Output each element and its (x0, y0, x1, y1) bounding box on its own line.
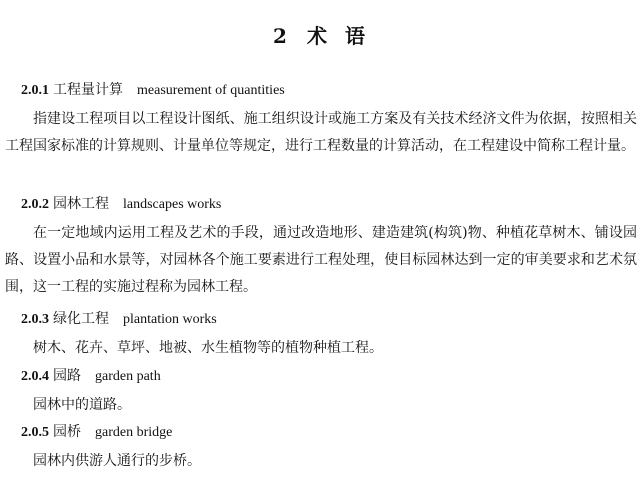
chapter-title-char-2: 语 (344, 24, 367, 48)
term-chinese-name: 工程量计算 (53, 82, 123, 98)
term-description-2-0-5: 园林内供游人通行的步桥。 (33, 453, 201, 469)
term-chinese-name: 园桥 (53, 424, 81, 440)
term-chinese-name: 园路 (53, 368, 81, 384)
term-code: 2.0.3 (21, 312, 49, 327)
term-english-name: landscapes works (123, 197, 222, 212)
term-heading-2-0-3 (21, 309, 217, 330)
term-chinese-name: 绿化工程 (53, 311, 109, 327)
term-english-name: plantation works (123, 312, 217, 327)
term-heading-2-0-1 (21, 80, 285, 101)
term-english-name: garden bridge (95, 425, 173, 440)
term-code: 2.0.5 (21, 425, 49, 440)
term-heading-2-0-5 (21, 422, 172, 443)
term-code: 2.0.2 (21, 197, 49, 212)
term-english-name: garden path (95, 369, 161, 384)
chapter-number: 2 (273, 24, 289, 48)
term-code: 2.0.1 (21, 83, 49, 98)
term-chinese-name: 园林工程 (53, 196, 109, 212)
term-description-2-0-4: 园林中的道路。 (33, 397, 131, 413)
chapter-title (0, 20, 640, 49)
term-description-2-0-2: 在一定地域内运用工程及艺术的手段，通过改造地形、建造建筑(构筑)物、种植花草树木、铺设园路、设置小品和水景等，对园林各个施工要素进行工程处理，使目标园林达到一定的审美要求和艺术氛围，这一工程的实施过程称为园林工程。 (5, 225, 637, 295)
term-heading-2-0-4 (21, 366, 161, 387)
term-description-2-0-3: 树木、花卉、草坪、地被、水生植物等的植物种植工程。 (33, 340, 383, 356)
chapter-title-char-1: 术 (306, 24, 329, 48)
term-heading-2-0-2 (21, 194, 221, 215)
term-description-2-0-1: 指建设工程项目以工程设计图纸、施工组织设计或施工方案及有关技术经济文件为依据，按照相关工程国家标准的计算规则、计量单位等规定，进行工程数量的计算活动，在工程建设中简称工程计量。 (5, 111, 637, 154)
term-english-name: measurement of quantities (137, 83, 285, 98)
term-code: 2.0.4 (21, 369, 49, 384)
